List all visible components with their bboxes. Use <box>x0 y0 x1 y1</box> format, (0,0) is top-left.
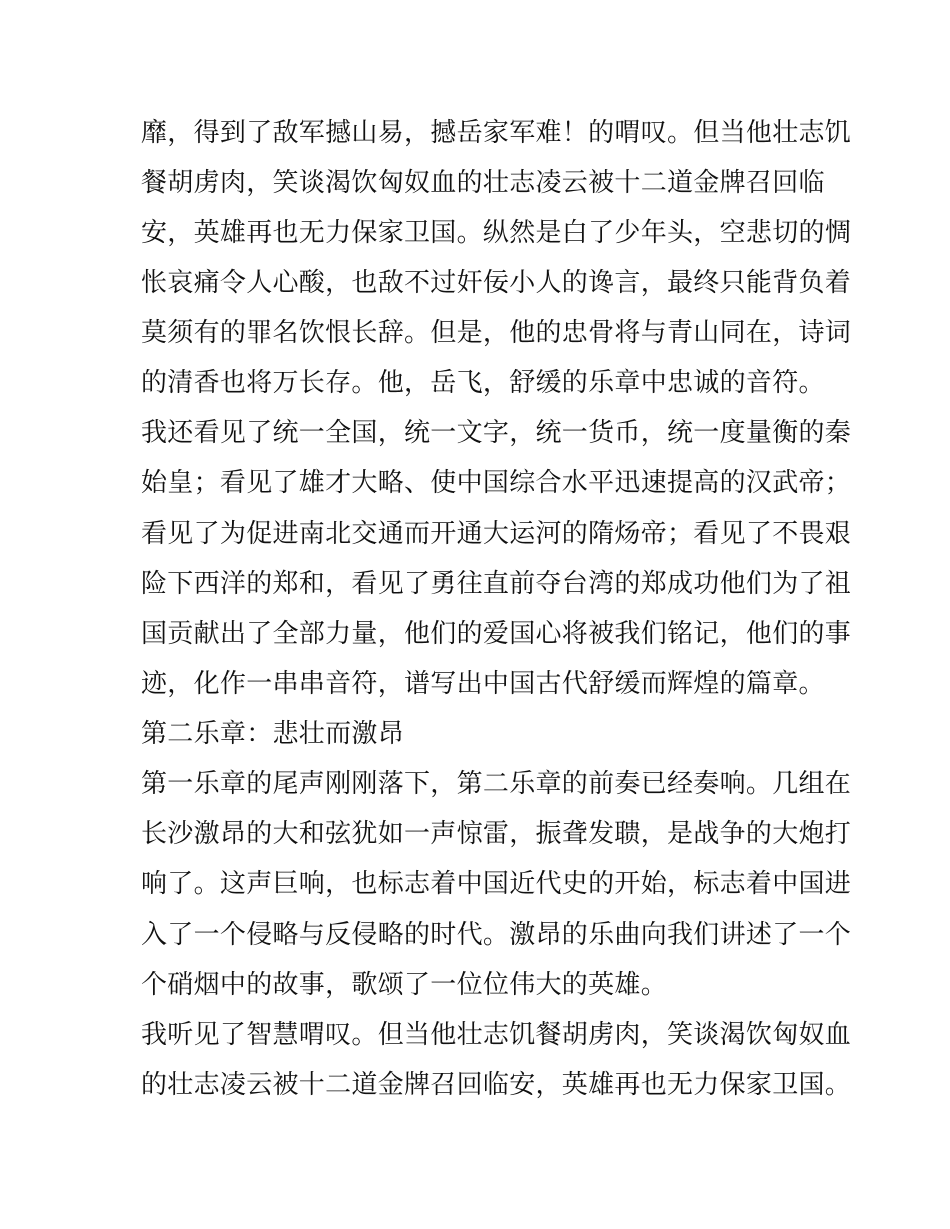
text-line: 国贡献出了全部力量，他们的爱国心将被我们铭记，他们的事 <box>141 619 852 649</box>
text-line: 长沙激昂的大和弦犹如一声惊雷，振聋发聩，是战争的大炮打 <box>141 819 852 849</box>
text-line: 险下西洋的郑和，看见了勇往直前夺台湾的郑成功他们为了祖 <box>141 569 852 599</box>
text-line: 的清香也将万长存。他，岳飞，舒缓的乐章中忠诚的音符。 <box>141 368 825 398</box>
text-line: 餐胡虏肉，笑谈渴饮匈奴血的壮志凌云被十二道金牌召回临 <box>141 168 825 198</box>
text-line: 个硝烟中的故事，歌颂了一位位伟大的英雄。 <box>141 970 668 1000</box>
text-line: 始皇；看见了雄才大略、使中国综合水平迅速提高的汉武帝； <box>141 468 852 498</box>
text-line: 迹，化作一串串音符，谱写出中国古代舒缓而辉煌的篇章。 <box>141 669 825 699</box>
text-line: 安，英雄再也无力保家卫国。纵然是白了少年头，空悲切的惆 <box>141 218 852 248</box>
text-line: 看见了为促进南北交通而开通大运河的隋炀帝；看见了不畏艰 <box>141 519 852 549</box>
text-line: 的壮志凌云被十二道金牌召回临安，英雄再也无力保家卫国。 <box>141 1070 852 1100</box>
text-line: 莫须有的罪名饮恨长辞。但是，他的忠骨将与青山同在，诗词 <box>141 318 852 348</box>
text-line: 怅哀痛令人心酸，也敌不过奸佞小人的谗言，最终只能背负着 <box>141 268 852 298</box>
text-line: 第一乐章的尾声刚刚落下，第二乐章的前奏已经奏响。几组在 <box>141 769 852 799</box>
text-line: 靡，得到了敌军撼山易，撼岳家军难！的喟叹。但当他壮志饥 <box>141 118 852 148</box>
text-line: 响了。这声巨响，也标志着中国近代史的开始，标志着中国进 <box>141 869 852 899</box>
section-heading: 第二乐章：悲壮而激昂 <box>141 719 405 749</box>
text-line: 入了一个侵略与反侵略的时代。激昂的乐曲向我们讲述了一个 <box>141 920 852 950</box>
text-line: 我听见了智慧喟叹。但当他壮志饥餐胡虏肉，笑谈渴饮匈奴血 <box>141 1020 852 1050</box>
text-line: 我还看见了统一全国，统一文字，统一货币，统一度量衡的秦 <box>141 418 852 448</box>
